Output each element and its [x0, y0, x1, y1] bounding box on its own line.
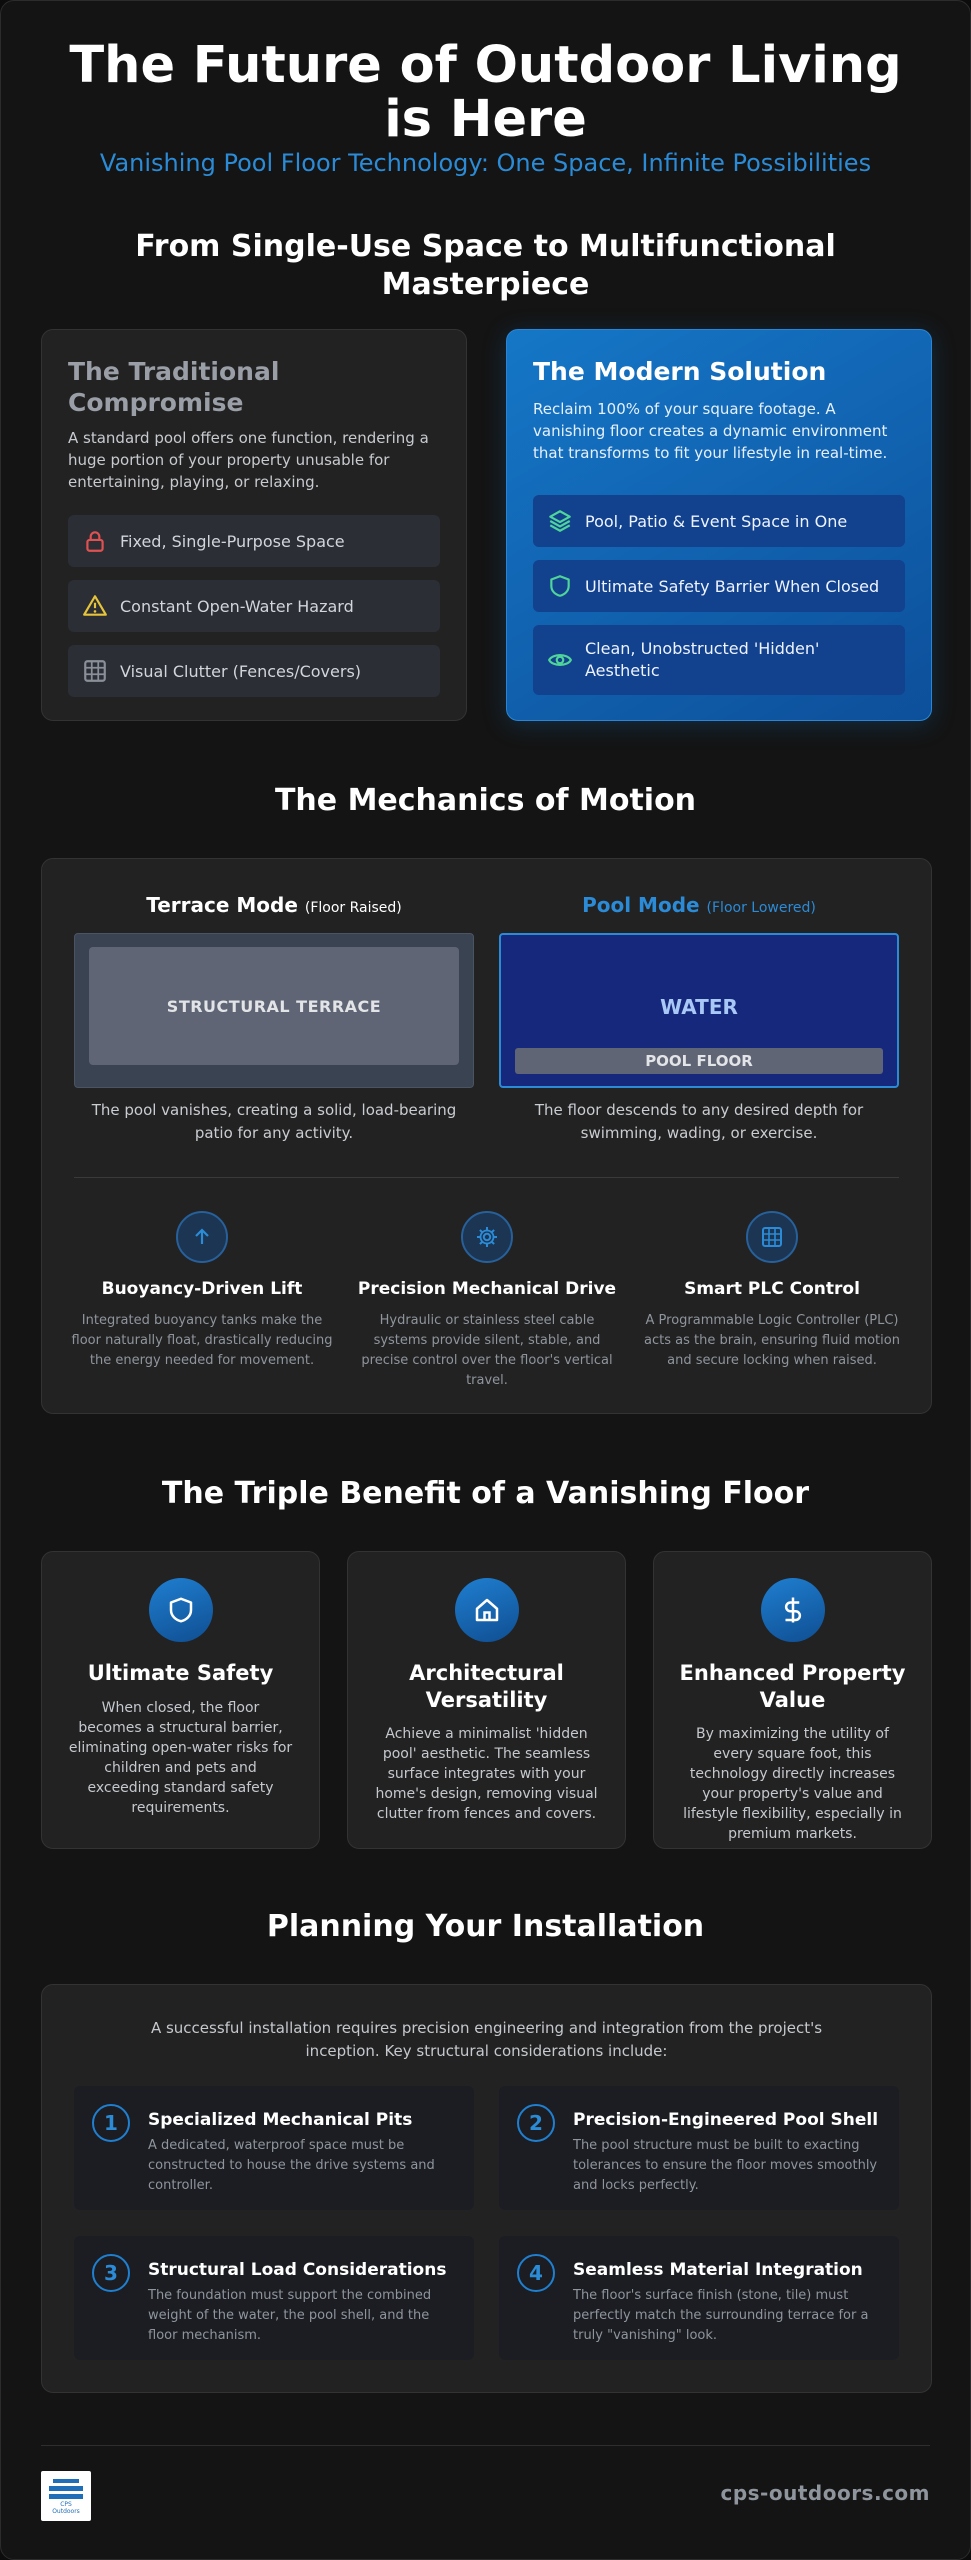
mechanics-feature-icon-badge [461, 1211, 513, 1263]
mechanics-feature-title: Precision Mechanical Drive [357, 1279, 617, 1299]
step-number: 3 [92, 2254, 130, 2292]
benefit-icon-badge [761, 1578, 825, 1642]
installation-step [74, 2086, 474, 2210]
pool-mode-qualifier: (Floor Lowered) [706, 900, 816, 916]
benefit-description: Achieve a minimalist 'hidden pool' aesthetic. The seamless surface integrates with your home's design, removing visual clutter from fences and covers. [375, 1726, 598, 1822]
benefit-icon-badge [455, 1578, 519, 1642]
traditional-title: The Traditional Compromise [68, 357, 280, 417]
logo-stripe [53, 2479, 79, 2483]
mechanics-feature-description: A Programmable Logic Controller (PLC) acts as the brain, ensuring fluid motion and secure locking when raised. [644, 1313, 900, 1368]
step-description: The foundation must support the combined weight of the water, the pool shell, and the floor mechanism. [148, 2288, 432, 2343]
mechanics-feature-icon-badge [746, 1211, 798, 1263]
page-subtitle: Vanishing Pool Floor Technology: One Space, Infinite Possibilities [99, 149, 872, 177]
modern-item-label: Clean, Unobstructed 'Hidden' Aesthetic [585, 639, 820, 680]
benefit-card [347, 1551, 626, 1849]
traditional-item [68, 645, 440, 697]
step-description: The pool structure must be built to exacting tolerances to ensure the floor moves smoothly and locks perfectly. [573, 2138, 878, 2193]
benefit-description: When closed, the floor becomes a structural barrier, eliminating open-water risks for children and pets and exceeding standard safety requirements. [68, 1700, 293, 1816]
terrace-mode-qualifier: (Floor Raised) [304, 900, 402, 916]
pool-mode-name: Pool Mode [582, 893, 700, 917]
terrace-description: The pool vanishes, creating a solid, load-bearing patio for any activity. [91, 1101, 457, 1142]
dollar-icon [778, 1595, 808, 1625]
shield-icon [166, 1595, 196, 1625]
step-title: Precision-Engineered Pool Shell [573, 2110, 879, 2130]
step-description: The floor's surface finish (stone, tile) must perfectly match the surrounding terrace for a truly "vanishing" look. [573, 2288, 869, 2343]
modern-description: Reclaim 100% of your square footage. A vanishing floor creates a dynamic environment that transforms to fit your lifestyle in real-time. [533, 400, 888, 462]
page-title: The Future of Outdoor Living is Here [69, 36, 902, 149]
mechanics-feature-icon-badge [176, 1211, 228, 1263]
pool-mode-label [499, 893, 899, 917]
modern-title: The Modern Solution [533, 357, 827, 386]
layers-icon [547, 508, 573, 534]
gear-icon [475, 1225, 499, 1249]
benefit-card [653, 1551, 932, 1849]
chip-icon [760, 1225, 784, 1249]
divider [74, 1177, 899, 1178]
modern-item [533, 560, 905, 612]
pool-floor-panel: POOL FLOOR [515, 1048, 883, 1074]
comparison-section-title: From Single-Use Space to Multifunctional Masterpiece [135, 229, 836, 302]
mechanics-feature-description: Hydraulic or stainless steel cable systems provide silent, stable, and precise control over the floor's vertical travel. [361, 1313, 613, 1388]
step-title: Seamless Material Integration [573, 2260, 863, 2280]
shield-icon [547, 573, 573, 599]
modern-item-label: Ultimate Safety Barrier When Closed [585, 576, 880, 596]
benefit-title: Enhanced Property Value [679, 1661, 906, 1712]
home-icon [472, 1595, 502, 1625]
benefit-icon-badge [149, 1578, 213, 1642]
mechanics-feature-description: Integrated buoyancy tanks make the floor naturally float, drastically reducing the energy needed for movement. [71, 1313, 333, 1368]
traditional-card [41, 329, 467, 721]
terrace-mode-name: Terrace Mode [146, 893, 298, 917]
traditional-item [68, 515, 440, 567]
modern-item-label: Pool, Patio & Event Space in One [585, 511, 848, 531]
traditional-item-label: Visual Clutter (Fences/Covers) [120, 661, 362, 681]
structural-terrace-panel: STRUCTURAL TERRACE [89, 947, 459, 1065]
warning-icon [82, 593, 108, 619]
benefit-title: Architectural Versatility [409, 1661, 564, 1712]
benefit-card [41, 1551, 320, 1849]
modern-card [506, 329, 932, 721]
installation-card [41, 1984, 932, 2393]
step-title: Structural Load Considerations [148, 2260, 447, 2280]
water-label: WATER [660, 995, 738, 1019]
step-description: A dedicated, waterproof space must be constructed to house the drive systems and controller. [148, 2138, 435, 2193]
website-link[interactable]: cps-outdoors.com [720, 2481, 930, 2505]
step-title: Specialized Mechanical Pits [148, 2110, 413, 2130]
mechanics-feature-title: Buoyancy-Driven Lift [101, 1279, 303, 1299]
eye-icon [547, 647, 573, 673]
footer-divider [41, 2445, 930, 2446]
traditional-item [68, 580, 440, 632]
benefits-section-title: The Triple Benefit of a Vanishing Floor [161, 1476, 810, 1511]
logo-stripe [49, 2486, 83, 2491]
company-logo [41, 2471, 91, 2521]
pool-description: The floor descends to any desired depth for swimming, wading, or exercise. [534, 1101, 864, 1142]
mechanics-card [41, 858, 932, 1414]
step-number: 4 [517, 2254, 555, 2292]
arrow-up-icon [190, 1225, 214, 1249]
benefit-description: By maximizing the utility of every square foot, this technology directly increases your property's value and lifestyle flexibility, especially in premium markets. [683, 1726, 902, 1842]
mechanics-feature-title: Smart PLC Control [684, 1279, 860, 1299]
logo-text: CPS Outdoors [52, 2501, 80, 2515]
modern-item [533, 625, 905, 695]
step-number: 1 [92, 2104, 130, 2142]
installation-section-title: Planning Your Installation [266, 1909, 705, 1944]
terrace-diagram [74, 933, 474, 1088]
installation-step [74, 2236, 474, 2360]
modern-item [533, 495, 905, 547]
traditional-description: A standard pool offers one function, rendering a huge portion of your property unusable for entertaining, playing, or relaxing. [68, 429, 429, 491]
pool-diagram [499, 933, 899, 1088]
traditional-item-label: Fixed, Single-Purpose Space [120, 531, 345, 551]
terrace-mode-label [74, 893, 474, 917]
installation-intro: A successful installation requires precision engineering and integration from the project's inception. Key structural considerations include: [150, 2019, 823, 2060]
logo-stripe [49, 2494, 83, 2499]
mechanics-section-title: The Mechanics of Motion [274, 783, 697, 818]
step-number: 2 [517, 2104, 555, 2142]
grid-icon [82, 658, 108, 684]
installation-step [499, 2236, 899, 2360]
installation-step [499, 2086, 899, 2210]
benefit-title: Ultimate Safety [87, 1661, 274, 1685]
traditional-item-label: Constant Open-Water Hazard [120, 596, 354, 616]
lock-icon [82, 528, 108, 554]
